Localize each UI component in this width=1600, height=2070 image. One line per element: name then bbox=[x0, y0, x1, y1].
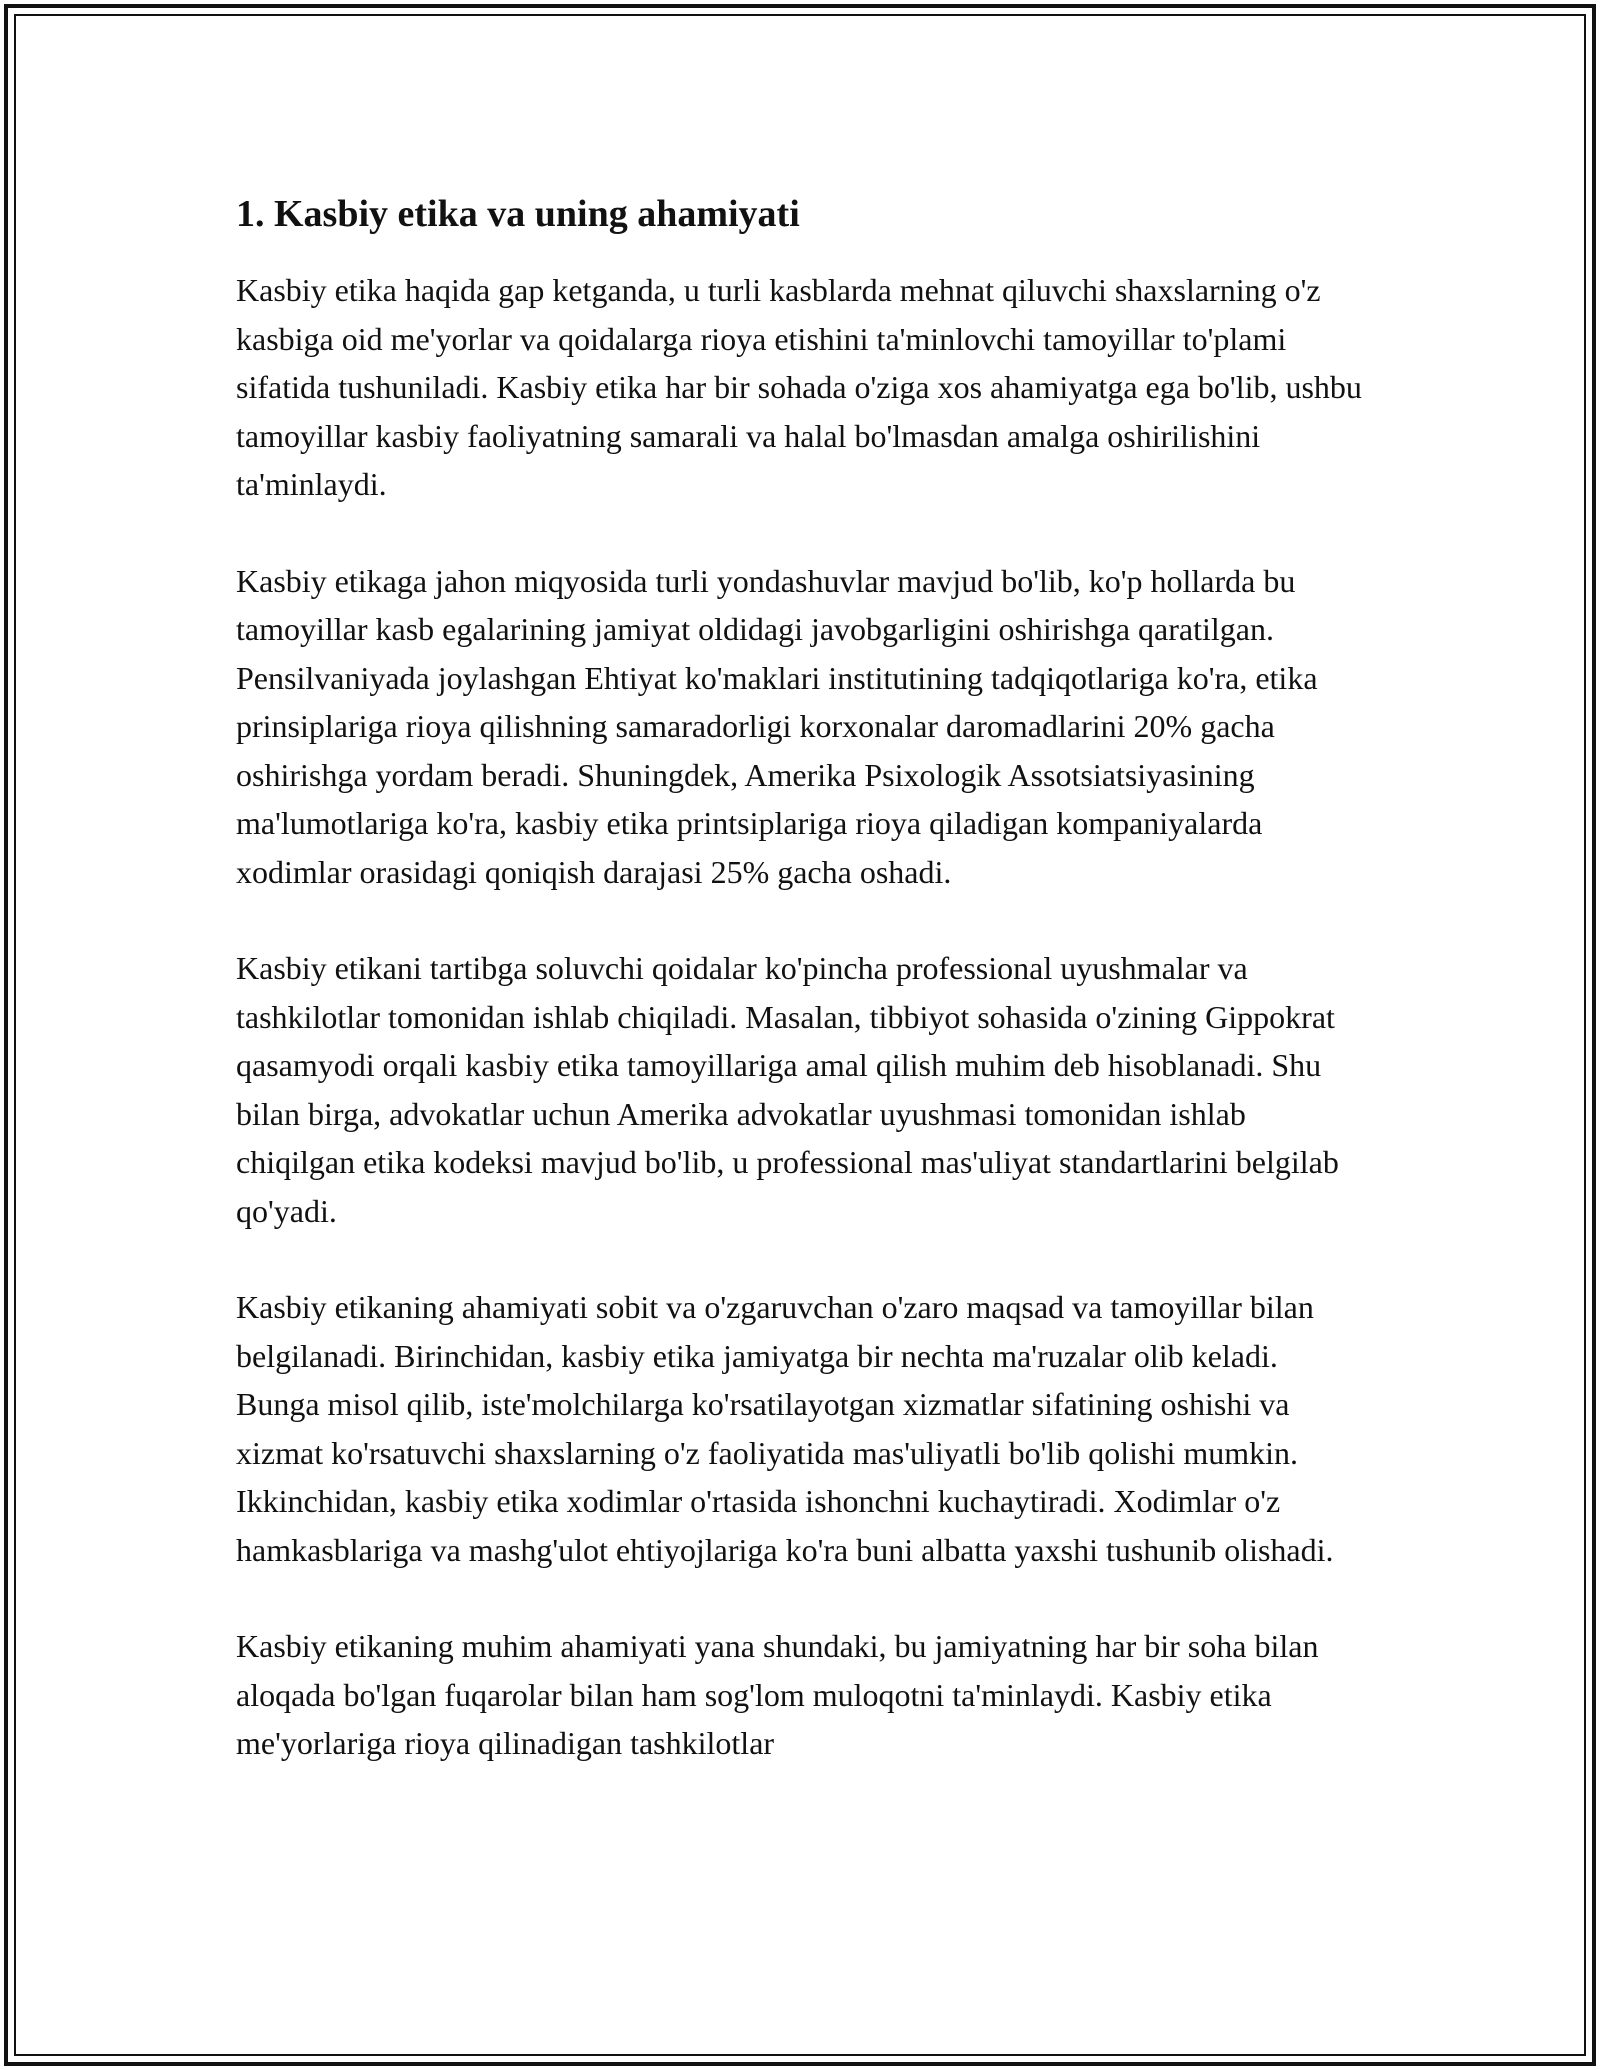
document-body bbox=[236, 188, 1366, 1768]
paragraph-4: Kasbiy etikaning ahamiyati sobit va o'zgaruvchan o'zaro maqsad va tamoyillar bilan belgilanadi. Birinchidan, kasbiy etika jamiyatga bir nechta ma'ruzalar olib keladi. Bunga misol qilib, iste'molchilarga ko'rsatilayotgan xizmatlar sifatining oshishi va xizmat ko'rsatuvchi shaxslarning o'z faoliyatida mas'uliyatli bo'lib qolishi mumkin. Ikkinchidan, kasbiy etika xodimlar o'rtasida ishonchni kuchaytiradi. Xodimlar o'z hamkasblariga va mashg'ulot ehtiyojlariga ko'ra buni albatta yaxshi tushunib olishadi. bbox=[236, 1289, 1334, 1568]
section-heading: 1. Kasbiy etika va uning ahamiyati bbox=[236, 193, 800, 235]
paragraph-5: Kasbiy etikaning muhim ahamiyati yana shundaki, bu jamiyatning har bir soha bilan aloqada bo'lgan fuqarolar bilan ham sog'lom muloqotni ta'minlaydi. Kasbiy etika me'yorlariga rioya qilinadigan tashkilotlar bbox=[236, 1628, 1319, 1761]
paragraph-1: Kasbiy etika haqida gap ketganda, u turli kasblarda mehnat qiluvchi shaxslarning o'z kasbiga oid me'yorlar va qoidalarga rioya etishini ta'minlovchi tamoyillar to'plami sifatida tushuniladi. Kasbiy etika har bir sohada o'ziga xos ahamiyatga ega bo'lib, ushbu tamoyillar kasbiy faoliyatning samarali va halal bo'lmasdan amalga oshirilishini ta'minlaydi. bbox=[236, 272, 1362, 502]
paragraph-2: Kasbiy etikaga jahon miqyosida turli yondashuvlar mavjud bo'lib, ko'p hollarda bu tamoyillar kasb egalarining jamiyat oldidagi javobgarligini oshirishga qaratilgan. Pensilvaniyada joylashgan Ehtiyat ko'maklari institutining tadqiqotlariga ko'ra, etika prinsiplariga rioya qilishning samaradorligi korxonalar daromadlarini 20% gacha oshirishga yordam beradi. Shuningdek, Amerika Psixologik Assotsiatsiyasining ma'lumotlariga ko'ra, kasbiy etika printsiplariga rioya qiladigan kompaniyalarda xodimlar orasidagi qoniqish darajasi 25% gacha oshadi. bbox=[236, 562, 1318, 890]
paragraph-3: Kasbiy etikani tartibga soluvchi qoidalar ko'pincha professional uyushmalar va tashkilotlar tomonidan ishlab chiqiladi. Masalan, tibbiyot sohasida o'zining Gippokrat qasamyodi orqali kasbiy etika tamoyillariga amal qilish muhim deb hisoblanadi. Shu bilan birga, advokatlar uchun Amerika advokatlar uyushmasi tomonidan ishlab chiqilgan etika kodeksi mavjud bo'lib, u professional mas'uliyat standartlarini belgilab qo'yadi. bbox=[236, 950, 1339, 1229]
